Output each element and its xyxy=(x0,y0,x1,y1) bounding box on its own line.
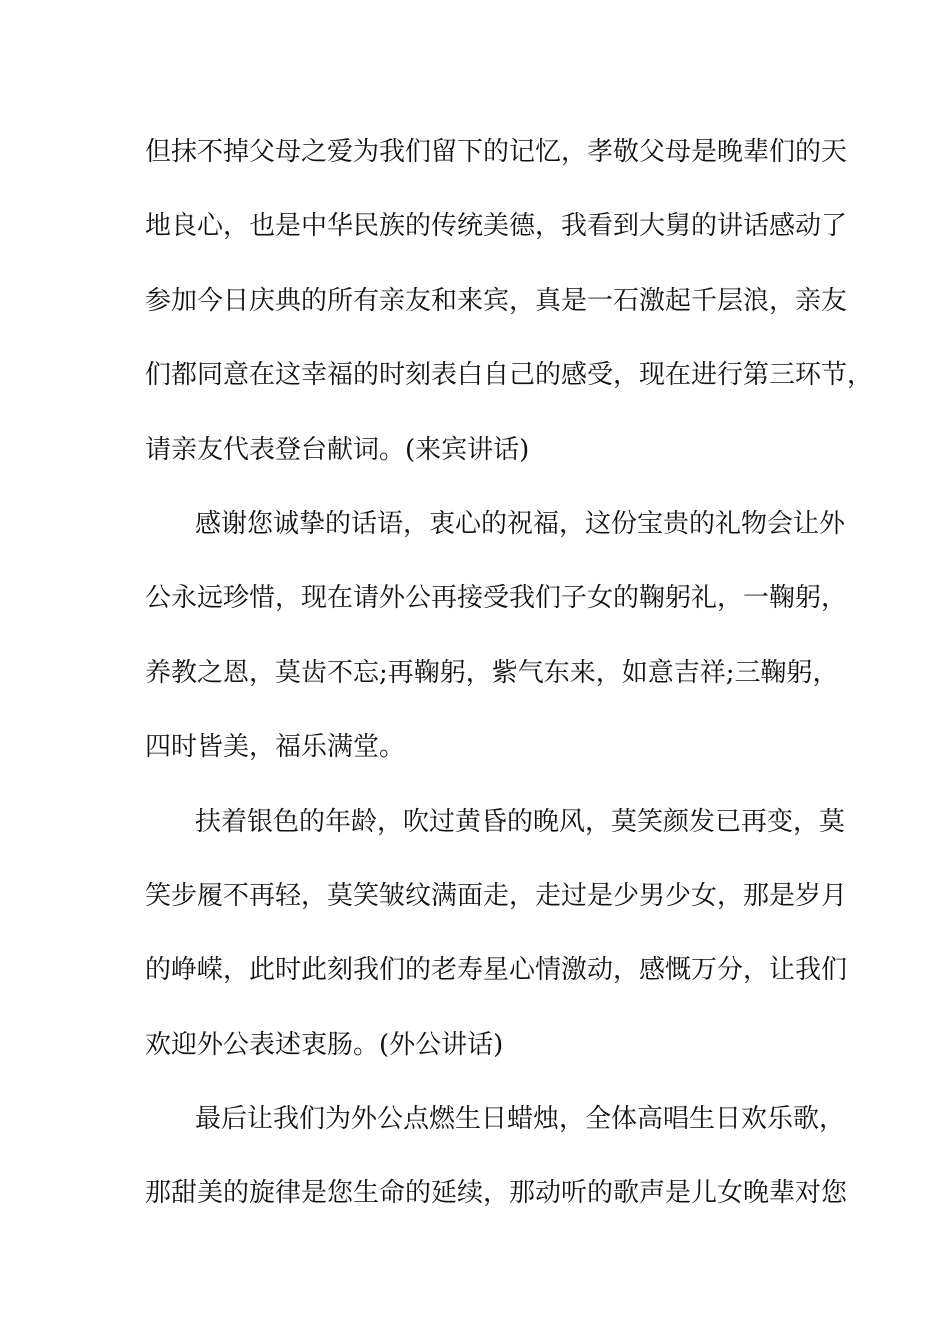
text-line: 欢迎外公表述衷肠。(外公讲话) xyxy=(145,1029,504,1060)
paragraph-start-line: 感谢您诚挚的话语，衷心的祝福，这份宝贵的礼物会让外 xyxy=(195,508,846,539)
text-line: 四时皆美，福乐满堂。 xyxy=(145,732,406,763)
text-line: 地良心，也是中华民族的传统美德，我看到大舅的讲话感动了 xyxy=(145,211,848,242)
text-line: 但抹不掉父母之爱为我们留下的记忆，孝敬父母是晚辈们的天 xyxy=(145,137,848,167)
paragraph-start-line: 扶着银色的年龄，吹过黄昏的晚风，莫笑颜发已再变，莫 xyxy=(195,806,846,837)
paragraph-start-line: 最后让我们为外公点燃生日蜡烛，全体高唱生日欢乐歌， xyxy=(195,1104,846,1135)
text-line: 养教之恩，莫齿不忘;再鞠躬，紫气东来，如意吉祥;三鞠躬， xyxy=(145,657,839,688)
text-line: 们都同意在这幸福的时刻表白自己的感受，现在进行第三环节， xyxy=(145,360,874,391)
body-text xyxy=(145,128,874,1244)
text-line: 参加今日庆典的所有亲友和来宾，真是一石激起千层浪，亲友 xyxy=(145,285,848,316)
text-line: 那甜美的旋律是您生命的延续，那动听的歌声是儿女晚辈对您 xyxy=(145,1178,848,1209)
text-line: 请亲友代表登台献词。(来宾讲话) xyxy=(145,434,530,465)
text-line: 笑步履不再轻，莫笑皱纹满面走，走过是少男少女，那是岁月 xyxy=(145,880,848,911)
text-line: 公永远珍惜，现在请外公再接受我们子女的鞠躬礼，一鞠躬， xyxy=(145,583,848,614)
text-line: 的峥嵘，此时此刻我们的老寿星心情激动，感慨万分，让我们 xyxy=(145,955,848,986)
